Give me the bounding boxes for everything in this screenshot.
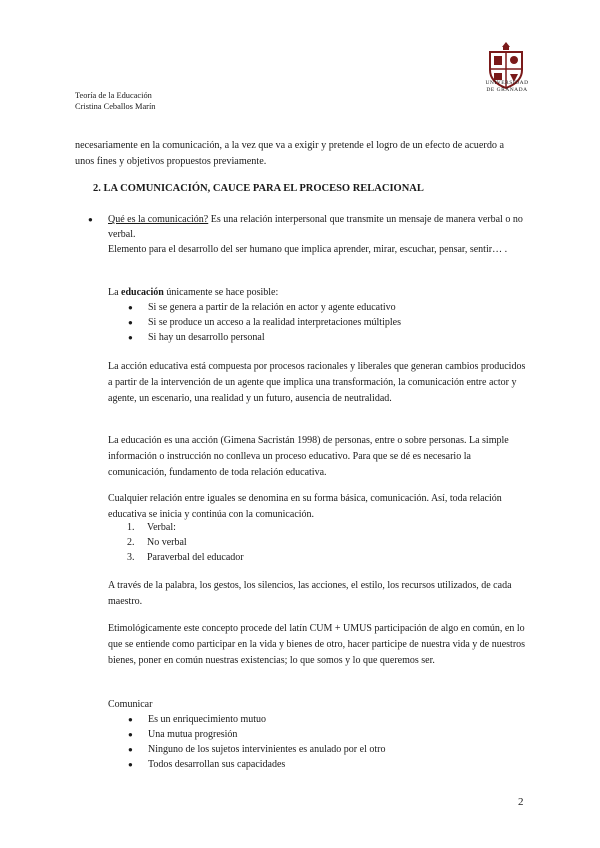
list-item: ● Si se genera a partir de la relación en actor y agente educativo: [128, 300, 528, 315]
communicate-list: [128, 712, 528, 772]
section-heading: 2. LA COMUNICACIÓN, CAUCE PARA EL PROCESO RELACIONAL: [93, 183, 424, 194]
author-name: Cristina Ceballos Marín: [75, 102, 156, 111]
page-number: 2: [518, 796, 524, 808]
bullet-icon: ●: [88, 215, 93, 224]
list-item: 3. Paraverbal del educador: [127, 552, 244, 563]
education-list: [128, 300, 528, 345]
list-item: 1. Verbal:: [127, 522, 176, 533]
question-detail: Elemento para el desarrollo del ser humano que implica aprender, mirar, escuchar, pensar, sentir… .: [108, 244, 508, 255]
header-text: [75, 90, 155, 112]
relation-paragraph: Cualquier relación entre iguales se denomina en su forma básica, comunicación. Así, toda relación educativa se inicia y continúa con la comunicación.: [108, 493, 502, 520]
intro-paragraph: necesariamente en la comunicación, a la vez que va a exigir y pretende el logro de un efecto de acuerdo a unos fines y objetivos propuestos previamente.: [75, 140, 505, 167]
etymology-paragraph: Etimológicamente este concepto procede del latín CUM + UMUS participación de algo en común, en lo que se entiende como participar en la vida y bienes de otro, hacer participe de nuestra vida y de nuestros bienes, poner en común nuestras existencias; lo que somos y lo que queremos ser.: [108, 623, 526, 666]
education-block: [108, 285, 528, 345]
course-title: Teoría de la Educación: [75, 91, 152, 100]
list-item: 2. No verbal: [127, 537, 187, 548]
education-bold: educación: [121, 287, 164, 298]
list-item: ● Todos desarrollan sus capacidades: [128, 757, 528, 772]
numbered-list: [127, 520, 527, 565]
university-name: UNIVERSIDAD DE GRANADA: [485, 80, 529, 93]
communicate-title: Comunicar: [108, 699, 153, 710]
list-item: ● Una mutua progresión: [128, 727, 528, 742]
education-intro: La educación únicamente se hace posible:: [108, 287, 279, 298]
list-item: ● Si se produce un acceso a la realidad interpretaciones múltiples: [128, 315, 528, 330]
communicate-block: [108, 697, 528, 772]
question-link: Qué es la comunicación?: [108, 214, 209, 225]
question-block: [88, 212, 528, 257]
gimena-paragraph: La educación es una acción (Gimena Sacristán 1998) de personas, entre o sobre personas. La simple información o instrucción no conlleva un proceso educativo. Para que se dé es necesario la comunicación, fundamento de toda relación educativa.: [108, 435, 509, 478]
question-text: Es una relación interpersonal que transmite un mensaje de manera verbal o no verbal.: [108, 214, 523, 240]
action-paragraph: La acción educativa está compuesta por procesos racionales y liberales que generan cambios producidos a partir de la intervención de un agente que implica una transformación, la comunicación entre actor y agente, un escenario, una realidad y un futuro, ausencia de neutralidad.: [108, 361, 526, 404]
list-item: ● Es un enriquecimiento mutuo: [128, 712, 528, 727]
through-paragraph: A través de la palabra, los gestos, los silencios, las acciones, el estilo, los recursos utilizados, de cada maestro.: [108, 580, 512, 607]
list-item: ● Ninguno de los sujetos intervinientes es anulado por el otro: [128, 742, 528, 757]
list-item: ● Si hay un desarrollo personal: [128, 330, 528, 345]
